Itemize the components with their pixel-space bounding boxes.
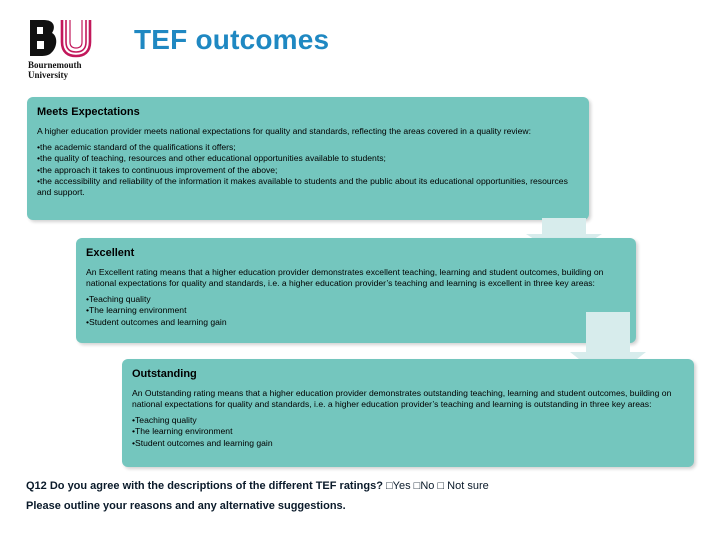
list-item: • The learning environment <box>132 426 684 437</box>
list-item: • Teaching quality <box>86 294 626 305</box>
question-text: Q12 Do you agree with the descriptions of the different TEF ratings? <box>26 480 383 492</box>
excellent-intro: An Excellent rating means that a higher education provider demonstrates excellent teaching, learning and student outcomes, building on national expectations for quality and standards, i.e. a higher education provider’s teaching and learning is excellent in three key areas: <box>86 267 604 288</box>
meets-list <box>37 142 579 198</box>
checkbox-not-sure[interactable]: □ <box>437 480 445 492</box>
option-yes: Yes <box>392 480 411 492</box>
list-item: • The learning environment <box>86 305 626 316</box>
question-line <box>26 480 489 492</box>
excellent-list <box>86 294 626 328</box>
bournemouth-university-logo <box>28 18 98 82</box>
question-prompt: Please outline your reasons and any alternative suggestions. <box>26 500 346 512</box>
checkbox-no[interactable]: □ <box>413 480 421 492</box>
outstanding-box <box>122 359 694 467</box>
outstanding-heading: Outstanding <box>132 368 197 380</box>
list-item: • the academic standard of the qualifications it offers; <box>37 142 579 153</box>
list-item: • Student outcomes and learning gain <box>132 438 684 449</box>
list-item: • the quality of teaching, resources and other educational opportunities available to students; <box>37 153 579 164</box>
option-no: No <box>420 480 435 492</box>
option-not-sure: Not sure <box>447 480 489 492</box>
logo-text: Bournemouth University <box>28 60 82 80</box>
list-item: • Teaching quality <box>132 415 684 426</box>
list-item: • the approach it takes to continuous improvement of the above; <box>37 165 579 176</box>
checkbox-yes[interactable]: □ <box>386 480 393 492</box>
bu-logo-icon <box>28 18 92 58</box>
list-item: • the accessibility and reliability of the information it makes available to students and the public about its educational opportunities, resources and support. <box>37 176 579 199</box>
page-title: TEF outcomes <box>134 24 330 55</box>
meets-expectations-box <box>27 97 589 220</box>
excellent-box <box>76 238 636 343</box>
outstanding-list <box>132 415 684 449</box>
meets-intro: A higher education provider meets national expectations for quality and standards, reflecting the areas covered in a quality review: <box>37 126 531 136</box>
list-item: • Student outcomes and learning gain <box>86 317 626 328</box>
excellent-heading: Excellent <box>86 247 135 259</box>
outstanding-intro: An Outstanding rating means that a higher education provider demonstrates outstanding teaching, learning and student outcomes, building on national expectations for quality and standards, i.e. a higher education provider’s teaching and learning is outstanding in three key areas: <box>132 388 672 409</box>
meets-heading: Meets Expectations <box>37 106 140 118</box>
